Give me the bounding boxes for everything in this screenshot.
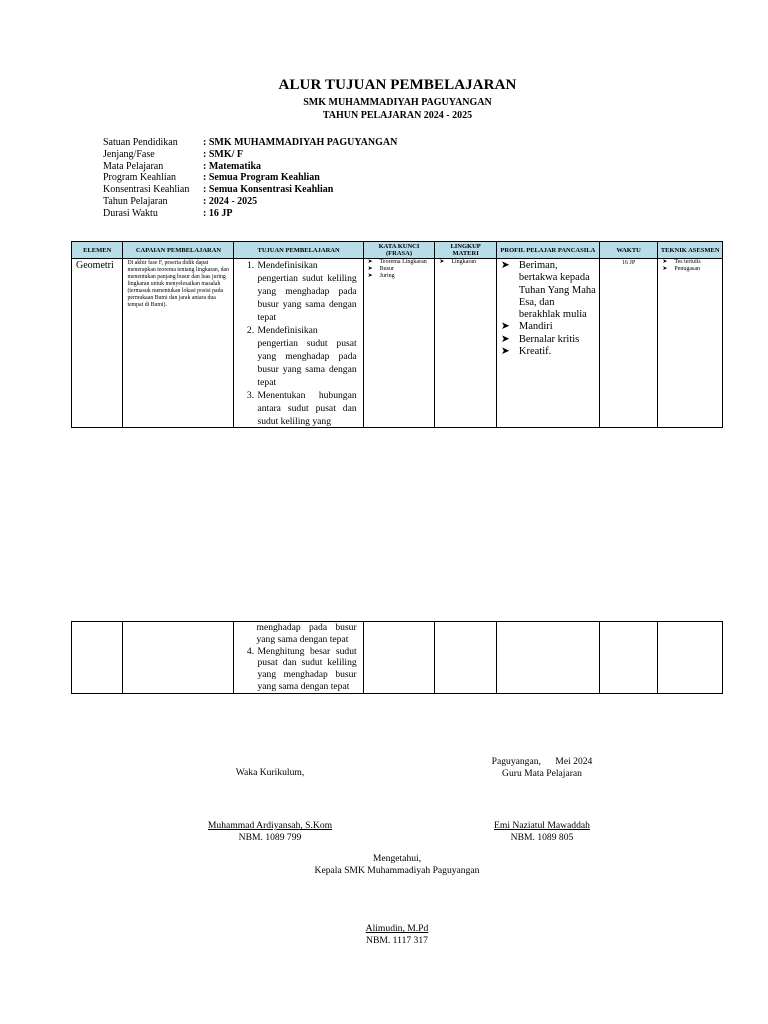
info-label: Durasi Waktu [103,207,158,219]
header-kata-kunci: KATA KUNCI (FRASA) [363,242,435,259]
list-item [501,346,597,358]
teknik-text: Tes tertulis [674,259,701,265]
info-label: Konsentrasi Keahlian [103,184,190,196]
head-role: Kepala SMK Muhammadiyah Paguyangan [314,864,480,876]
info-row [103,184,397,196]
arrow-bullet-icon: ➤ [367,273,373,279]
lingkup-list [435,259,496,266]
list-item [368,273,433,280]
capaian-cell: Di akhir fase F, peserta didik dapat menerapkan teorema tentang lingkaran, dan menentukan panjang busur dan luas juring lingkaran untuk menyelesaikan masalah (termasuk menentukan lokasi posisi pada permukaan Bumi dan jarak antara dua tempat di Bumi). [127,260,230,308]
list-item [368,266,433,273]
header-profil: PROFIL PELAJAR PANCASILA [496,242,599,259]
teknik-list [658,259,722,273]
table-row [72,259,723,428]
arrow-bullet-icon: ➤ [662,259,668,265]
tujuan-continued: menghadap pada busur yang sama dengan tepat [256,622,357,645]
atp-table [71,241,723,428]
acknowledged-label: Mengetahui, [372,853,422,864]
info-value: : Semua Program Keahlian [203,172,320,184]
info-row [103,172,397,184]
header-teknik: TEKNIK ASESMEN [658,242,723,259]
list-item [501,260,597,321]
list-item: 2. Mendefinisikan pengertian sudut pusat yang menghadap pada busur yang sama dengan tepat [256,324,356,389]
tujuan-list [234,259,362,427]
lingkup-text: Lingkaran [451,259,476,265]
head-name: Alimudin, M.Pd [365,923,429,934]
waka-name: Muhammad Ardiyansah, S.Kom [207,820,333,831]
info-row [103,161,397,173]
kata-kunci-text: Juring [379,273,395,279]
list-item: 1. Mendefinisikan pengertian sudut keliling yang menghadap pada busur yang sama dengan tepat [256,259,356,324]
list-item: 3. Menentukan hubungan antara sudut pusat dan sudut keliling yang [256,389,356,427]
info-row [103,196,397,208]
info-row [103,208,397,220]
profil-text: Bernalar kritis [518,333,580,345]
atp-table-continued [71,621,723,694]
profil-text: Beriman, bertakwa kepada Tuhan Yang Maha Esa, dan berakhlak mulia [518,260,596,321]
info-label: Mata Pelajaran [103,160,164,172]
place-date: Paguyangan, Mei 2024 [491,756,593,767]
list-item [501,321,597,333]
waka-role: Waka Kurikulum, [235,767,305,778]
teacher-name: Emi Naziatul Mawaddah [494,820,590,831]
school-name: SMK MUHAMMADIYAH PAGUYANGAN [303,97,492,108]
arrow-bullet-icon: ➤ [500,260,510,271]
tujuan-list-continued [234,646,362,693]
info-row [103,149,397,161]
list-item [439,259,494,266]
header-lingkup: LINGKUP MATERI [435,242,497,259]
teacher-nbm: NBM. 1089 805 [510,831,574,843]
info-label: Tahun Pelajaran [103,195,168,207]
list-item [662,266,720,273]
signature-date [472,756,612,779]
page-title: ALUR TUJUAN PEMBELAJARAN [278,77,517,93]
arrow-bullet-icon: ➤ [367,266,373,272]
header-waktu: WAKTU [599,242,658,259]
acknowledgement [247,853,547,876]
profil-text: Kreatif. [518,346,552,358]
elemen-cell: Geometri [76,260,114,271]
list-item: 4. Menghitung besar sudut pusat dan sudut keliling yang menghadap busur yang sama dengan tepat [256,646,356,693]
head-nbm: NBM. 1117 317 [366,934,428,946]
table-header-row [72,242,723,259]
arrow-bullet-icon: ➤ [439,259,445,265]
info-value: : Semua Konsentrasi Keahlian [203,184,334,196]
kata-kunci-text: Teorema Lingkaran [379,259,427,265]
header-tujuan: TUJUAN PEMBELAJARAN [234,242,363,259]
info-label: Program Keahlian [103,172,177,184]
kata-kunci-list [364,259,435,280]
waka-nbm: NBM. 1089 799 [238,831,302,843]
list-item [368,259,433,266]
arrow-bullet-icon: ➤ [662,266,668,272]
academic-year: TAHUN PELAJARAN 2024 - 2025 [322,110,473,121]
info-block [103,137,397,220]
arrow-bullet-icon: ➤ [367,259,373,265]
header-elemen: ELEMEN [72,242,123,259]
profil-list [497,259,599,358]
head-signature [297,923,497,946]
teacher-signature [452,820,632,843]
info-value: : SMK/ F [203,148,243,160]
arrow-bullet-icon: ➤ [500,346,510,358]
info-value: : 16 JP [203,207,233,219]
info-label: Jenjang/Fase [103,148,155,160]
teacher-role: Guru Mata Pelajaran [502,767,582,779]
info-row [103,137,397,149]
list-item [501,334,597,346]
info-value: : 2024 - 2025 [203,195,258,207]
info-value: : SMK MUHAMMADIYAH PAGUYANGAN [203,137,398,148]
header-capaian: CAPAIAN PEMBELAJARAN [123,242,234,259]
info-label: Satuan Pendidikan [103,137,178,148]
teknik-text: Penugasan [674,266,701,272]
list-item [662,259,720,266]
profil-text: Mandiri [518,321,553,333]
arrow-bullet-icon: ➤ [500,321,510,333]
waktu-cell: 16 JP [622,260,636,266]
info-value: : Matematika [203,160,262,172]
arrow-bullet-icon: ➤ [500,333,510,345]
kata-kunci-text: Busur [379,266,395,272]
table-row [72,622,723,694]
waka-signature [180,820,360,843]
